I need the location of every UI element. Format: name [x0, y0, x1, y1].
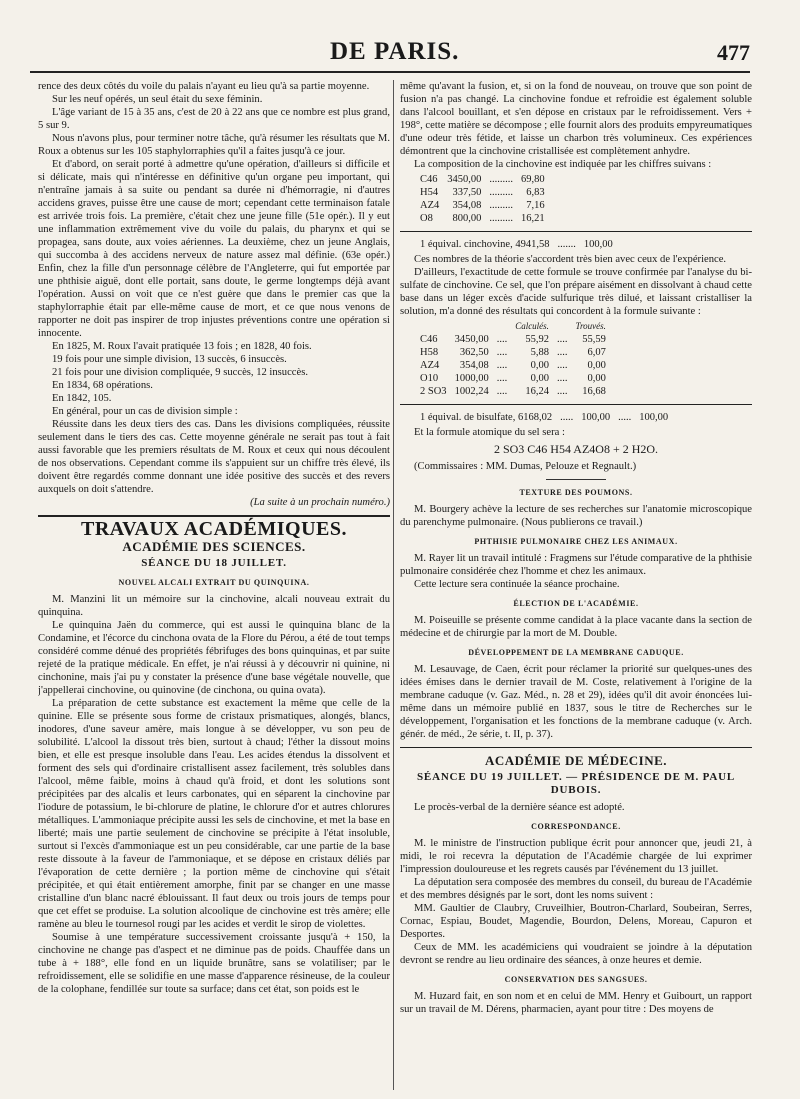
subsection-title: PHTHISIE PULMONAIRE CHEZ LES ANIMAUX.: [474, 537, 678, 546]
paragraph: M. Manzini lit un mémoire sur la cinchovine, alcali nouveau extrait du quinquina.: [38, 594, 390, 618]
table-row: [420, 199, 553, 212]
table-cell: C46: [420, 334, 438, 345]
table-cell: ....: [496, 334, 508, 345]
paragraph: Cette lecture sera continuée la séance prochaine.: [414, 579, 620, 590]
paragraph: L'âge variant de 15 à 35 ans, c'est de 20 à 22 ans que ce nombre est plus grand, 5 sur 9.: [38, 107, 390, 131]
column-header: Calculés.: [515, 321, 549, 331]
paragraph: Et la formule atomique du sel sera :: [414, 427, 565, 438]
academy-title: ACADÉMIE DE MÉDECINE.: [484, 753, 668, 768]
table-cell: 55,92: [525, 334, 549, 345]
composition-table: [420, 173, 553, 225]
section-divider: [38, 515, 390, 517]
stat-line: 19 fois pour une simple division, 13 succès, 6 insuccès.: [52, 354, 287, 365]
table-cell: .........: [489, 174, 513, 185]
table-cell: ....: [556, 334, 568, 345]
table-cell: 800,00: [452, 213, 482, 224]
table-cell: 16,24: [525, 386, 549, 397]
table-cell: ....: [556, 386, 568, 397]
paragraph: Ces nombres de la théorie s'accordent très bien avec ceux de l'expérience.: [414, 254, 727, 265]
paragraph: Soumise à une température successivement croissante jusqu'à + 150, la cinchovine ne change pas d'aspect et ne diminue pas de poids. Chauffée dans un tube à + 188°, elle fond en un liquide brunâtre, sans se volatiliser; par le refroidissement, elle se solidifie en une masse d'apparence résineuse, de la couleur de la colophane, fendillée sur toute sa surface; dans cet état, son poids est le: [38, 932, 390, 995]
paragraph: Le procès-verbal de la dernière séance est adopté.: [414, 802, 625, 813]
table-cell: H58: [420, 347, 439, 358]
paragraph: Réussite dans les deux tiers des cas. Dans les divisions compliquées, réussite seulement dans le tiers des cas. Cette moyenne générale ne serait pas tout à fait aussi favorable que les premiers résultats de M. Roux et ceux qui nous découlent de nos observations. Cependant comme ils s'appuient sur un chiffre très élevé, ils doivent être regardés comme donnant une idée positive des succès et des revers auxquels on doit s'attendre.: [38, 419, 390, 495]
paragraph: Ceux de MM. les académiciens qui voudraient se joindre à la députation devront se rendre au lieu ordinaire des séances, à onze heures et demie.: [400, 942, 752, 966]
table-cell: 354,08: [452, 200, 482, 211]
stat-line: 21 fois pour une division compliquée, 9 succès, 12 insuccès.: [52, 367, 308, 378]
page-number: 477: [717, 40, 750, 65]
table-cell: 16,68: [582, 386, 606, 397]
table-row: [420, 346, 614, 359]
table-cell: ....: [496, 360, 508, 371]
table-cell: ....: [496, 347, 508, 358]
table-cell: ....: [496, 386, 508, 397]
subsection-title: ÉLECTION DE L'ACADÉMIE.: [513, 599, 639, 608]
table-cell: 3450,00: [447, 174, 482, 185]
table-cell: C46: [420, 174, 438, 185]
divider: [546, 479, 606, 480]
table-cell: 6,07: [587, 347, 606, 358]
paragraph: rence des deux côtés du voile du palais n'ayant eu lieu qu'à sa partie moyenne.: [38, 81, 370, 92]
header-rule: [30, 71, 750, 73]
table-cell: 1000,00: [454, 373, 489, 384]
paragraph: D'ailleurs, l'exactitude de cette formule se trouve confirmée par l'analyse du bi-sulfate de cinchovine. Ce sel, que l'on prépare aisément en dissolvant à chaud cette base dans un léger excès d'acide sulfurique très dilué, et laissant cristalliser la solution, m'a donné des résultats qui concordent à la formule suivante :: [400, 267, 752, 317]
table-row: [420, 186, 553, 199]
table-row: [420, 333, 614, 346]
academy-title: ACADÉMIE DES SCIENCES.: [122, 539, 306, 554]
table-cell: 0,00: [587, 373, 606, 384]
table-rule: [400, 231, 752, 232]
subsection-title: CORRESPONDANCE.: [531, 822, 621, 831]
paragraph: M. Poiseuille se présente comme candidat à la place vacante dans la section de médecine et de chirurgie par la mort de M. Double.: [400, 615, 752, 639]
table-cell: 1002,24: [454, 386, 489, 397]
to-be-continued: (La suite à un prochain numéro.): [250, 497, 390, 508]
column-header: Trouvés.: [575, 321, 606, 331]
running-title: DE PARIS.: [330, 38, 460, 65]
paragraph: En général, pour un cas de division simple :: [52, 406, 238, 417]
table-cell: .........: [489, 200, 513, 211]
table-header-row: [420, 320, 614, 333]
paragraph: M. Rayer lit un travail intitulé : Fragmens sur l'étude comparative de la phthisie pulmonaire considérée chez l'homme et chez les animaux.: [400, 553, 752, 577]
table-cell: O8: [420, 213, 433, 224]
table-cell: 0,00: [530, 373, 549, 384]
table-cell: ....: [496, 373, 508, 384]
paragraph: M. Huzard fait, en son nom et en celui de MM. Henry et Guibourt, un rapport sur un travail de M. Dérens, pharmacien, ayant pour titre : Des moyens de: [400, 991, 752, 1015]
left-column: [38, 80, 390, 1090]
composition-total: [420, 238, 621, 251]
table-cell: 362,50: [459, 347, 489, 358]
table-cell: 1 équival. cinchovine, 4941,58: [420, 239, 550, 250]
table-cell: 3450,00: [454, 334, 489, 345]
paragraph: Sur les neuf opérés, un seul était du sexe féminin.: [52, 94, 263, 105]
paragraph: même qu'avant la fusion, et, si on la fond de nouveau, on trouve que son point de fusion n'a pas changé. La cinchovine fondue et refroidie est également soluble dans l'alcool bouillant, et s'en dépose en cristaux par le refroidissement. Vers + 198°, cette matière se décompose ; elle fournit alors des produits empyreumatiques d'une odeur très fétide, et laisse un charbon très volumineux. Ces expériences démontrent que la cinchovine cristallisée est complètement anhydre.: [400, 81, 752, 157]
stat-line: En 1842, 105.: [52, 393, 112, 404]
paragraph: M. Lesauvage, de Caen, écrit pour réclamer la priorité sur quelques-unes des idées émises dans le dernier travail de M. Coste, relativement à l'origine de la membrane caduque (v. Gaz. Méd., n. 28 et 29), idées qu'il dit avoir énoncées lui-même dans un mémoire publié en 1837, sous le titre de Recherches sur le développement, l'organisation et les fonctions de la membrane caduque (v. Arch. génér. de méd., 2e série, t. II, p. 37).: [400, 664, 752, 740]
table-cell: 5,88: [530, 347, 549, 358]
stat-line: En 1834, 68 opérations.: [52, 380, 153, 391]
bisulfate-total: [420, 411, 676, 424]
paragraph: MM. Gaultier de Claubry, Cruveilhier, Boutron-Charlard, Soubeiran, Serres, Cornac, Espiau, Boudet, Magendie, Bourdon, Delens, Moreau, Capuron et Desportes.: [400, 903, 752, 940]
section-divider: [400, 747, 752, 748]
table-cell: 7,16: [526, 200, 545, 211]
table-cell: ....: [556, 347, 568, 358]
table-row: [420, 385, 614, 398]
subsection-title: TEXTURE DES POUMONS.: [519, 488, 633, 497]
table-cell: 1 équival. de bisulfate, 6168,02: [420, 412, 553, 423]
table-cell: AZ4: [420, 200, 440, 211]
table-cell: 337,50: [452, 187, 482, 198]
table-cell: 0,00: [530, 360, 549, 371]
table-cell: AZ4: [420, 360, 440, 371]
table-cell: ....: [556, 373, 568, 384]
table-cell: .....: [618, 412, 632, 423]
table-cell: 0,00: [587, 360, 606, 371]
table-row: [420, 173, 553, 186]
table-cell: 16,21: [521, 213, 545, 224]
table-row: [420, 238, 621, 251]
paragraph: Le quinquina Jaën du commerce, qui est aussi le quinquina blanc de la Condamine, et l'écorce du cinchona ovata de la Flore du Pérou, a été de tout temps considéré comme dénué des propriétés fébrifuges des bons quinquinas, et par suite rejeté de la pratique médicale. En effet, je n'ai réussi à y découvrir ni quinine, ni cinchonine, mais j'ai pu y constater la présence d'une base végétale nouvelle, que j'appellerai cinchovine, ou quinovine (de cinchona, ou quina ovata).: [38, 620, 390, 696]
table-cell: 6,83: [526, 187, 545, 198]
table-cell: O10: [420, 373, 439, 384]
session-title: SÉANCE DU 18 JUILLET.: [141, 557, 287, 569]
table-row: [420, 372, 614, 385]
paragraph: La députation sera composée des membres du conseil, du bureau de l'Académie et des membres désignés par le sort, dont les noms suivent :: [400, 877, 752, 901]
table-cell: .........: [489, 187, 513, 198]
table-cell: .........: [489, 213, 513, 224]
table-cell: 100,00: [639, 412, 669, 423]
bisulfate-table: [420, 320, 614, 398]
paragraph: M. le ministre de l'instruction publique écrit pour annoncer que, jeudi 21, à midi, le roi recevra la députation de l'Académie chargée de lui exprimer l'impression douloureuse et les regrets causés par l'événement du 13 juillet.: [400, 838, 752, 875]
table-cell: H54: [420, 187, 439, 198]
chemical-formula: 2 SO3 C46 H54 AZ4O8 + 2 H2O.: [493, 442, 659, 456]
table-cell: 55,59: [582, 334, 606, 345]
table-cell: 2 SO3: [420, 386, 447, 397]
stat-line: En 1825, M. Roux l'avait pratiquée 13 fois ; en 1828, 40 fois.: [52, 341, 312, 352]
paragraph: Nous n'avons plus, pour terminer notre tâche, qu'à résumer les résultats que M. Roux a obtenus sur les 105 staphylorraphies qu'il a faites jusqu'à ce jour.: [38, 133, 390, 157]
table-row: [420, 359, 614, 372]
section-title: TRAVAUX ACADÉMIQUES.: [81, 518, 347, 540]
paragraph: M. Bourgery achève la lecture de ses recherches sur l'anatomie microscopique du parenchyme pulmonaire. (Nous publierons ce travail.): [400, 504, 752, 528]
table-cell: 354,08: [459, 360, 489, 371]
subsection-title: NOUVEL ALCALI EXTRAIT DU QUINQUINA.: [118, 578, 310, 587]
right-column: [400, 80, 752, 1090]
table-cell: ....: [556, 360, 568, 371]
paragraph: La préparation de cette substance est exactement la même que celle de la quinine. Elle se présente sous forme de cristaux prismatiques, alongés, blancs, inodores, d'une saveur amère, mais longue à se développer, vu son peu de solubilité. L'alcool la dissout très bien, surtout à chaud; l'éther la dissout moins bien, et elle est presque insoluble dans l'eau. Les acides étendus la dissolvent et forment des sels qui d'ordinaire cristallisent assez facilement, très solubles dans l'alcool, même faible, moins à chaud qu'à froid, et dont les solutions sont précipitées par des alcalis et leurs carbonates, qui en séparent la cinchovine par l'iodure de potassium, le bi-chlorure de platine, le chlorure d'or et autres chlorures métalliques. L'ammoniaque précipite aussi les sels de cinchovine, et met la base en liberté; mais une partie seulement de cinchovine se précipite à l'état insoluble, surtout si l'excès d'ammoniaque est un peu considérable, car une partie de la base reste dissoute à la faveur de l'ammoniaque, et se dépose en cristaux déliés par l'évaporation de cette dernière ; la portion même de cinchovine qui s'était précipitée, et qui était entièrement amorphe, finit par se changer en une masse cristalline d'un blanc nacré éblouissant. Il faut deux ou trois jours de temps pour que cet effet se produise. La solution alcoolique de cinchovine est très amère; elle ramène au bleu le tournesol rougi par les acides et verdit le sirop de violettes.: [38, 698, 390, 930]
table-rule: [400, 404, 752, 405]
session-title: SÉANCE DU 19 JUILLET. — PRÉSIDENCE DE M. PAUL DUBOIS.: [417, 771, 735, 796]
table-cell: .....: [560, 412, 574, 423]
table-row: [420, 411, 676, 424]
subsection-title: CONSERVATION DES SANGSUES.: [504, 975, 648, 984]
table-row: [420, 212, 553, 225]
column-divider: [393, 80, 394, 1090]
paragraph: Et d'abord, on serait porté à admettre qu'une opération, d'ailleurs si difficile et si délicate, mais qui n'intéresse en définitive qu'un organe peu important, qui n'entraîne jamais à sa suite ou pendant sa durée ni d'hémorragie, ni d'autres accidens graves, puisse être une cause de mort; cependant cette terminaison fatale est arrivée trois fois. La première, c'était chez une jeune fille (51e opér.). Il y eut une inflammation extrêmement vive du voile du palais, du pharynx et qui se propagea, sans doute, aux voies aériennes. La deuxième, chez un jeune Anglais, qui succomba à des accidens nerveux de nature assez mal définie. (63e opér.) Enfin, chez la fille d'un personnage célèbre de l'Angleterre, qui fut emportée par une phthisie aiguë, dont elle portait, sans doute, le germe longtemps déjà avant l'opération. Aussi on voit que ce n'est guère que dans le premier cas que la staphylorraphie était par elle-même cause de mort, et ce que nous venons de rapporter ne doit pas inspirer de trop injustes préventions contre une opération si innocente.: [38, 159, 390, 339]
table-cell: 100,00: [583, 239, 613, 250]
subsection-title: DÉVELOPPEMENT DE LA MEMBRANE CADUQUE.: [468, 648, 684, 657]
table-cell: 69,80: [521, 174, 545, 185]
table-cell: 100,00: [581, 412, 611, 423]
paragraph: (Commissaires : MM. Dumas, Pelouze et Regnault.): [414, 461, 637, 472]
page-header: [60, 38, 750, 68]
paragraph: La composition de la cinchovine est indiquée par les chiffres suivans :: [414, 159, 712, 170]
table-cell: .......: [557, 239, 576, 250]
